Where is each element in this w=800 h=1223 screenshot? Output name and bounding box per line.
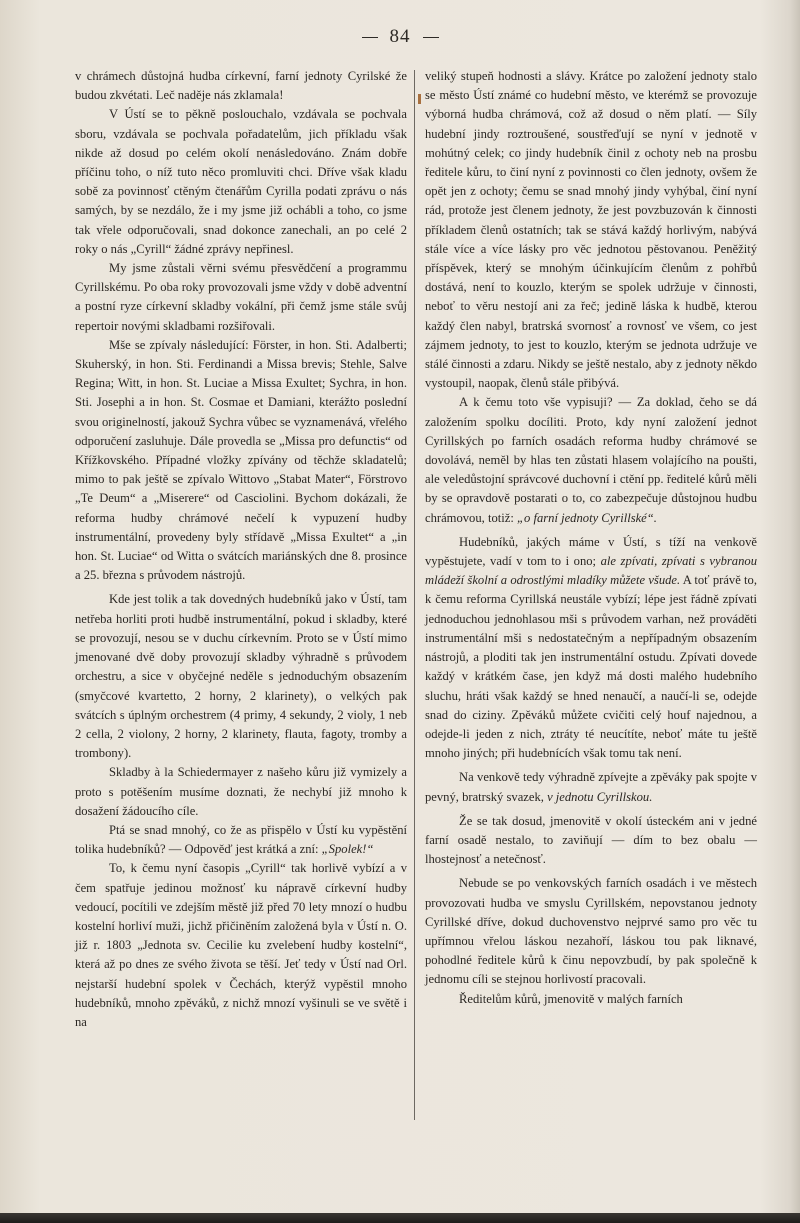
left-dash xyxy=(362,37,378,39)
paragraph xyxy=(75,821,407,859)
column-divider xyxy=(414,70,415,1120)
paragraph: Skladby à la Schiedermayer z našeho kůru již vymizely a proto s potěšením musíme doznati, že nechybí již mnoho k dosažení žádoucího cíle. xyxy=(75,765,407,818)
italic-phrase: v jednotu Cyrillskou. xyxy=(547,789,653,804)
paragraph xyxy=(425,393,757,527)
paragraph-text: A k čemu toto vše vypisuji? — Za doklad, čeho se dá založením spolku docíliti. Proto, kdy nyní založení jednot Cyrillských po farních osadách reforma hudby chrámové se dovolává, neměl by hlas ten zůstati hlasem volajícího na poušti, ale veledůstojní správcové duchovní i ctění pp. ředitelé kůrů měli by se opravdově postarati o to, co zabezpečuje důstojnou hudbu chrámovou, totiž: xyxy=(425,395,757,525)
paragraph: My jsme zůstali věrni svému přesvědčení a programmu Cyrillskému. Po oba roky provozovali jsme vždy v době adventní a postní ryze církevní skladby vokální, při čemž jsme stále svůj repertoir novými skladbami rozšiřovali. xyxy=(75,261,407,333)
paragraph: v chrámech důstojná hudba církevní, farní jednoty Cyrilské že budou zkvétati. Leč naděje nás zklamala! xyxy=(75,69,407,103)
italic-phrase: „o farní jednoty Cyrillské“. xyxy=(517,510,657,525)
paragraph-text: Ptá se snad mnohý, co že as přispělo v Ústí ku vypěstění tolika hudebníků? — Odpověď jest krátká a zní: xyxy=(75,822,407,857)
left-column xyxy=(75,67,407,1032)
paragraph: Že se tak dosud, jmenovitě v okolí ústeckém ani v jedné farní osadě nestalo, to zaviňují — dím to bez obalu — lhostejnosť a netečnosť. xyxy=(425,813,757,867)
scan-bottom-edge xyxy=(0,1213,800,1223)
paragraph: Nebude se po venkovských farních osadách i ve městech provozovati hudba ve smyslu Cyrillském, nepovstanou jednoty Cyrillské dříve, dokud duchovenstvo nejprvé samo pro věc tu upřímnou vřelou láskou nezahoří, láskou tou pak liknavé, pohodlné ředitele kůrů k činu nepovzbudí, by pak společně k jednomu cíli se stejnou horlivostí pracovali. xyxy=(425,876,757,987)
page-number-header xyxy=(0,26,800,48)
italic-phrase: ale zpívati, zpívati s vybranou mládeží školní a odrostlými mladíky můžete všude. xyxy=(425,554,757,588)
paragraph xyxy=(425,533,757,763)
paragraph: Kde jest tolik a tak dovedných hudebníků jako v Ústí, tam netřeba horliti proti hudbě instrumentální, pokud i skladby, které se provozují, nesou se v duchu církevním. Proto se v Ústí mimo jmenované dvě doby provozují skladby výhradně s průvodem orchestru, a sice v obyčejné neděle s jednoduchým obsazením (smyčcové kvartetto, 2 horny, 2 klarinety), o velkých pak svátcích s úplným orchestrem (4 primy, 4 sekundy, 2 violy, 1 neb 2 cella, 2 violony, 2 horny, 2 klarinety, flauta, fagoty, tromby a trombony). xyxy=(75,592,407,761)
paragraph: To, k čemu nyní časopis „Cyrill“ tak horlivě vybízí a v čem spatřuje jedinou možnosť ku nápravě církevní hudby vedoucí, pocítili ve zdejším městě již před 70 lety mnozí o hudbu kostelní horliví muži, jichž přičiněním založená byla v Ústí n. O. již r. 1803 „Jednota sv. Cecilie ku zvelebení hudby kostelní“, která až po dnes ze svého života se těší. Jeť tedy v Ústí nad Orl. nejstarší hudební spolek v Čechách, kterýž vypěstil mnoho hudebníků, mnoho zpěváků, z nichž mnozí vyšinuli se ve světě i na xyxy=(75,861,407,1029)
paragraph: Ředitelům kůrů, jmenovitě v malých farních xyxy=(459,991,683,1006)
paragraph-text: Na venkově tedy výhradně zpívejte a zpěváky pak spojte v pevný, bratrský svazek, xyxy=(425,770,757,804)
right-column xyxy=(425,67,757,1009)
margin-mark xyxy=(418,94,421,104)
paragraph xyxy=(425,768,757,806)
right-dash xyxy=(423,37,439,39)
paragraph: veliký stupeň hodnosti a slávy. Krátce po založení jednoty stalo se město Ústí známé co hudební město, ve kterémž se provozuje výborná hudba chrámová, což až dosud o něm platí. — Síly hudební jindy roztroušené, soustřeďují se nyní v jednotě v mohútný celek; co jindy hudebník činil z ochoty neb na prosbu ředitele kůru, to činí nyní z povinnosti co člen jednoty, ovšem že opět jen z ochoty; čemu se snad mnohý jindy vyhýbal, činí nyní rád, protože jest členem jednoty, že jest povzbuzován k činnosti příkladem členů ostatních; tak se stává každý horlivým, nabývá stále více a více lásky pro věc jednotou pěstovanou. Peněžitý příspěvek, který se mnohým účinkujícím členům z pohřbů dostává, není to kouzlo, kterým se spolek udržuje v činnosti, neboť to věru nestojí ani za řeč; jedině láska k hudbě, kterou každý člen nabyl, bratrská svornosť a rovnosť ve všem, co jest zájmem jednoty, to jest to kouzlo, kterým se jednota udržuje ve stálé činnosti a zdaru. Nikdy se ještě nestalo, aby z jednoty někdo vystoupil, naopak, členů stále přibývá. xyxy=(425,69,757,391)
italic-answer: „Spolek!“ xyxy=(321,842,374,857)
paragraph-text: Hudebníků, jakých máme v Ústí, s tíží na venkově vypěstujete, vadí v tom to i ono; xyxy=(425,534,757,569)
paragraph: Mše se zpívaly následující: Förster, in hon. Sti. Adalberti; Skuherský, in hon. Sti. Ferdinandi a Missa brevis; Stehle, Salve Regina; Witt, in hon. St. Luciae a Missa Exultet; Sychra, in hon. Sti. Josephi a in hon. St. Cosmae et Damiani, kterážto poslední svou originelností, jakouž Sychra vůbec se vyznamenává, vřelého odporučení zasluhuje. Dále provedla se „Missa pro defunctis“ od Křížkovského. Případné vložky zpívány od těchže skladatelů; mimo to pak ještě se zpívalo Wittovo „Stabat Mater“, Förstrovo „Te Deum“ a „Miserere“ od Casciolini. Bychom dokázali, že reforma hudby chrámové nečelí k vypuzení hudby instrumentální, provedeny byly střídavě „Missa Exultet“ a „in hon. St. Luciae“ od Witta o svátcích mariánských dne 8. prosince a 25. března s průvodem nástrojů. xyxy=(75,337,407,583)
paragraph-text: A toť právě to, k čemu reforma Cyrillská neustále vybízí; lépe jest řádně zpívati jednoduchou jednohlasou mši s průvodem varhan, než prováděti instrumentální mši s nedostatečným a nepřípadným obsazením nástrojů, a ploditi tak jen instrumentální ostudu. Zpívati dovede každý v krátkém čase, jen když má dosti malého hudebního sluchu, hráti však každý se hned nenaučí, a naučí-li se, odejde snad do ciziny. Zpěváků můžete cvičiti celý houf najednou, a odejde-li jeden z nich, ztráty té neucítíte, neboť máte tu ještě mnoho jiných; při hudebnících však tomu tak není. xyxy=(425,573,757,761)
paragraph: V Ústí se to pěkně poslouchalo, vzdávala se pochvala sboru, vzdávala se pochvala pořadatelům, jich příkladu však nikde až dosud po celém okolí nenásledováno. Znám dobře příčinu toho, o níž tuto něco promluviti chci. Dříve však kladu sobě za povinnosť ctěným čtenářům Cyrilla podati zprávu o nás samých, by se nezdálo, že i my jsme již ochábli a toho, co jsme tak vřele odporučovali, snad dokonce zanechali, an po celé 2 roky o nás „Cyrill“ žádné zprávy nepřinesl. xyxy=(75,107,407,256)
page-number: 84 xyxy=(389,26,411,47)
